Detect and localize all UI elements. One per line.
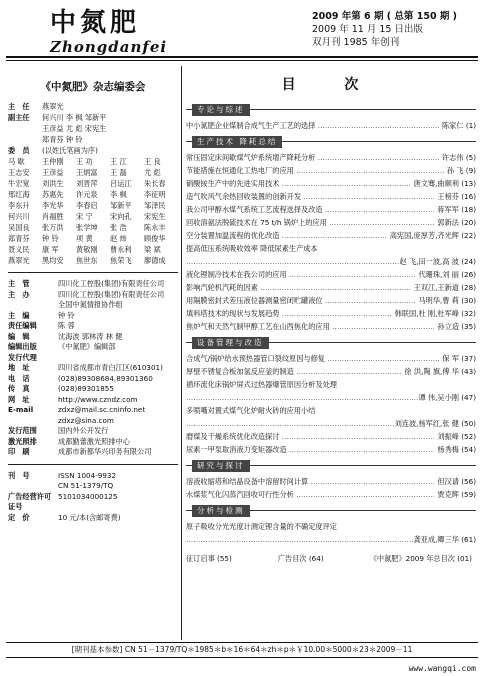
dot-leader xyxy=(186,417,395,430)
logo-english: Zhongdanfei xyxy=(50,38,168,56)
toc-item-author-line xyxy=(186,533,476,546)
member-name: 张 浩 xyxy=(110,223,127,232)
board-row xyxy=(8,101,178,112)
board-rows xyxy=(8,101,178,156)
member-name: 王彦益 xyxy=(42,168,64,177)
member-name: 宋 宁 xyxy=(76,212,93,221)
toc-item-author: 许志伟 (5) xyxy=(441,153,476,162)
board-row-names: 郑青芬 钟 铃 xyxy=(42,135,83,144)
divider xyxy=(8,272,178,273)
toc-item-author: 蒋军军 (18) xyxy=(437,205,476,214)
member-name: 宋向孔 xyxy=(110,212,132,221)
info-value: 陈 蓉 xyxy=(58,321,75,330)
section-band xyxy=(186,104,476,116)
section-heading: 设备管理与改造 xyxy=(192,337,269,349)
member-name: 廖德成 xyxy=(144,256,166,265)
toc-item-author: 王榜芬 (16) xyxy=(437,192,476,201)
member-name: 钟 铃 xyxy=(42,234,59,243)
info-row xyxy=(8,395,178,406)
toc-item-author: 王双江,王新道 (28) xyxy=(413,283,476,292)
toc-item-title: 我公司甲醇水煤气系统工艺流程选择及改造 …………………………………………………………………………………………………………………… xyxy=(186,203,434,216)
info-row xyxy=(8,426,178,437)
dot-leader xyxy=(186,533,414,546)
info-row xyxy=(8,405,178,416)
member-name: 朱长春 xyxy=(144,179,166,188)
toc-sections xyxy=(186,104,476,546)
column-divider xyxy=(181,66,182,640)
member-name: 燕翠光 xyxy=(8,256,30,265)
member-name: 张学坤 xyxy=(76,223,98,232)
dot-leader xyxy=(186,391,418,404)
info-value: zdxz@mail.sc.cninfo.net xyxy=(58,405,146,414)
info-value xyxy=(58,353,178,364)
info-value: (028)89308684,89301360 xyxy=(58,373,153,383)
toc-footer xyxy=(186,553,476,565)
toc-item-author: 杨秀梅 (54) xyxy=(437,445,476,454)
toc-item-title: 水煤浆气化闪蒸汽回收可行性分析 …………………………………………………………………………………………………………………… xyxy=(186,488,434,501)
table-of-contents xyxy=(186,66,476,565)
info-row xyxy=(8,342,178,353)
issue-info xyxy=(312,10,462,49)
toc-item-title: 硝酸铵生产中的先进实用技术 …………………………………………………………………………………………………………………… xyxy=(186,177,411,190)
toc-item-title: 空分装置加温流程的优化改造 …………………………………………………………………………………………………………………… xyxy=(186,229,387,242)
info-label: 印 刷 xyxy=(8,447,30,456)
member-name: 陈永丰 xyxy=(144,223,166,232)
toc-item-title: 厚壁不锈复合板加氢反应釜的制造 …………………………………………………………………………………………………………………… xyxy=(186,365,401,378)
watermark: www.wangqi.com xyxy=(408,664,476,673)
toc-item-title: 焦炉气和天然气制甲醇工艺在山西焦化的应用 …………………………………………………………………………………………………………………… xyxy=(186,320,434,333)
info-label: 主 管 xyxy=(8,279,30,288)
toc-item xyxy=(186,352,476,365)
toc-item xyxy=(186,488,476,501)
toc-item-author-line xyxy=(186,255,476,268)
toc-item-title: 用隔膜密封式差压液位器测量密闭贮罐液位 …………………………………………………………………………………………………………………… xyxy=(186,294,415,307)
member-name: 李征明 xyxy=(144,190,166,199)
info-row xyxy=(8,437,178,448)
toc-item-author: 马明华,曹 莉 (30) xyxy=(418,296,476,305)
codes-label xyxy=(8,481,58,492)
member-name: 王仲刚 xyxy=(42,157,64,166)
member-name: 顾俊华 xyxy=(144,234,166,243)
toc-item-author-line xyxy=(186,391,476,404)
toc-item-author: 赵 飞,田一波,高 波 (24) xyxy=(399,257,476,266)
section-heading: 生产技术 降耗总结 xyxy=(192,136,282,148)
toc-item xyxy=(186,443,476,456)
section-heading: 专论与综述 xyxy=(192,104,250,116)
info-label: 主 办 xyxy=(8,289,30,299)
codes-value: 5101034000125 xyxy=(58,491,118,501)
toc-item xyxy=(186,475,476,488)
member-name: 宋宪生 xyxy=(144,212,166,221)
info-label: 编 辑 xyxy=(8,331,30,341)
toc-item-author: 但汉请 (56) xyxy=(437,477,476,486)
toc-item-title: 多喷嘴对置式煤气化炉耐火砖的应用小结 xyxy=(186,406,316,415)
board-row-label: 委 员 xyxy=(8,146,30,155)
member-name: 马 歇 xyxy=(8,157,25,166)
member-name: 苏惠先 xyxy=(42,190,64,199)
info-label: 电 话 xyxy=(8,373,30,383)
toc-item-author: 谭 伟,吴小刚 (47) xyxy=(418,393,476,402)
codes-value: ISSN 1004-9932 xyxy=(58,470,117,480)
toc-item xyxy=(186,203,476,216)
member-name: 焦世东 xyxy=(76,256,98,265)
board-row-label: 副主任 xyxy=(8,113,30,122)
toc-item xyxy=(186,190,476,203)
logo-chinese: 中氮肥 xyxy=(50,8,141,38)
toc-item-author-line xyxy=(186,417,476,430)
toc-item-title: 合成气/锅炉给水预热器管口裂纹原因与修复 …………………………………………………………………………………………………………………… xyxy=(186,352,439,365)
toc-item xyxy=(186,177,476,190)
journal-parameters-bar: [期刊基本参数] CN 51－1379/TQ＊1985＊b＊16＊64＊zh＊p＊￥10.00＊5000＊23＊2009－11 xyxy=(6,642,478,658)
member-name: 王 磊 xyxy=(110,168,127,177)
journal-logo xyxy=(50,8,175,56)
info-value: 国内外公开发行 xyxy=(58,426,109,435)
info-row xyxy=(8,279,178,290)
member-name: 牛宏宽 xyxy=(8,179,30,188)
board-row xyxy=(8,112,178,123)
toc-item xyxy=(186,294,476,307)
info-value: (028)89301855 xyxy=(58,384,114,393)
info-row xyxy=(8,447,178,458)
toc-item xyxy=(186,268,476,281)
member-name: 吕运江 xyxy=(110,179,132,188)
header-rule xyxy=(6,56,478,58)
toc-item xyxy=(186,320,476,333)
toc-item xyxy=(186,430,476,443)
frequency: 双月刊 1985 年创刊 xyxy=(312,37,400,48)
codes-value: 10 元/本(含邮寄费) xyxy=(58,512,121,522)
member-name: 项 黄 xyxy=(76,234,93,243)
toc-item xyxy=(186,151,476,164)
member-name: 吴国良 xyxy=(8,223,30,232)
toc-item-author: 刘振峰 (52) xyxy=(437,432,476,441)
board-row-names: (以姓氏笔画为序) xyxy=(42,146,98,155)
publication-codes xyxy=(8,471,178,524)
member-name: 赵 炜 xyxy=(110,234,127,243)
member-name: 黄敬刚 xyxy=(76,245,98,254)
member-name: 邹新平 xyxy=(110,201,132,210)
toc-item-author: 高宪国,庞厚芳,齐光辉 (22) xyxy=(389,231,476,240)
board-row-label xyxy=(8,134,42,145)
info-label: 传 真 xyxy=(8,384,30,393)
info-label: 主 编 xyxy=(8,310,30,320)
info-value: 《中氮肥》编辑部 xyxy=(58,342,116,351)
member-name: 郑青芬 xyxy=(8,234,30,243)
member-name: 焦荣飞 xyxy=(110,256,132,265)
toc-item-title: 回收溶氨法脱硫技术在 75 t/h 锅炉上的应用 …………………………………………………………………………………………………………………… xyxy=(186,216,434,229)
info-label xyxy=(8,300,58,311)
info-value: 四川化工控股(集团)有限责任公司 xyxy=(58,289,165,299)
info-row xyxy=(8,374,178,385)
codes-label: 广告经营许可证号 xyxy=(8,491,52,511)
toc-item-title: 节能措施在恒通化工热电厂的应用 …………………………………………………………………………………………………………………… xyxy=(186,164,444,177)
info-row xyxy=(8,311,178,322)
info-value: 成都市新都华兴印务有限公司 xyxy=(58,447,152,456)
toc-item-author: 韩联国,杜 刚,杜军峰 (32) xyxy=(394,309,476,318)
codes-row xyxy=(8,471,178,482)
member-name: 邢红海 xyxy=(8,190,30,199)
member-name: 王 良 xyxy=(144,157,161,166)
member-name: 曹永利 xyxy=(110,245,132,254)
toc-item-author: 龚亚成,卿三华 (61) xyxy=(413,535,476,544)
info-row xyxy=(8,363,178,374)
info-value: 钟 铃 xyxy=(58,310,75,320)
member-name: 康 军 xyxy=(42,245,59,254)
toc-footer-link: 广告目次 (64) xyxy=(277,554,324,563)
codes-row xyxy=(8,513,178,524)
board-row xyxy=(8,134,178,145)
toc-item xyxy=(186,281,476,294)
board-row-label xyxy=(8,123,42,134)
member-name: 邹泽民 xyxy=(144,201,166,210)
member-name: 肖福胜 xyxy=(42,212,64,221)
member-name: 王 功 xyxy=(76,157,93,166)
board-row-names: 王彦益 尤 彪 宋宪生 xyxy=(42,124,107,133)
toc-item-title: 提高低压系统吸收效率 降低尿素生产成本 xyxy=(186,244,318,253)
publish-date: 2009 年 11 月 15 日出版 xyxy=(312,24,423,35)
board-row-label: 主 任 xyxy=(8,102,30,111)
toc-item-title: 尿素一甲泵取消液力变矩器改造 …………………………………………………………………………………………………………………… xyxy=(186,443,434,456)
member-name: 李东升 xyxy=(8,201,30,210)
info-row xyxy=(8,384,178,395)
toc-item-author: 陈家仁 (1) xyxy=(441,121,476,130)
info-value: 四川化工控股(集团)有限责任公司 xyxy=(58,279,165,288)
info-row xyxy=(8,353,178,364)
info-value: 全国中氮情报协作组 xyxy=(58,300,123,309)
codes-row xyxy=(8,481,178,492)
board-row xyxy=(8,123,178,134)
member-name: 黑均安 xyxy=(42,256,64,265)
member-name: 刘洪生 xyxy=(42,179,64,188)
info-label: 责任编辑 xyxy=(8,321,37,330)
toc-item xyxy=(186,229,476,242)
toc-item-title: 原子吸收分光光度计测定锂含量的不确定度评定 xyxy=(186,522,337,531)
toc-footer-link: 征订启事 (55) xyxy=(186,554,232,563)
member-name: 何兴川 xyxy=(8,212,30,221)
toc-item-title: 填料塔技术的现状与发展趋势 …………………………………………………………………………………………………………………… xyxy=(186,307,392,320)
info-row xyxy=(8,332,178,343)
toc-item-author: 孙 飞 (9) xyxy=(446,166,476,175)
header-rule-thin xyxy=(6,60,478,61)
member-name: 许元泉 xyxy=(76,190,98,199)
toc-item-author: 代珊珠,刘 丽 (26) xyxy=(418,270,476,279)
info-value: zdxz@sina.com xyxy=(58,415,114,425)
toc-item-title: 造气吹风气余热回收装置的创新开发 …………………………………………………………………………………………………………………… xyxy=(186,190,434,203)
section-band xyxy=(186,337,476,349)
info-value: 沈海波 郭林涛 林 健 xyxy=(58,331,123,341)
member-name: 王炳富 xyxy=(76,168,98,177)
publication-info xyxy=(8,279,178,458)
info-row xyxy=(8,321,178,332)
toc-item xyxy=(186,164,476,177)
toc-item-title: 中小氮肥企业煤制合成气生产工艺的选择 …………………………………………………………………………………………………………………… xyxy=(186,119,439,132)
section-band xyxy=(186,505,476,517)
codes-value: CN 51-1379/TQ xyxy=(58,481,114,490)
toc-item-author: 郭新法 (20) xyxy=(437,218,476,227)
info-label: 发行代理 xyxy=(8,352,37,362)
info-label: 激光照排 xyxy=(8,436,37,446)
toc-item-title: 影响汽轮机汽耗的因素 …………………………………………………………………………………………………………………… xyxy=(186,281,411,294)
board-row-names: 燕翠光 xyxy=(42,102,64,111)
toc-footer-link: 《中氮肥》2009 年总目次 (01) xyxy=(369,554,472,563)
board-row xyxy=(8,145,178,156)
info-row xyxy=(8,290,178,301)
toc-item-title: 循环流化床锅炉屏式过热器爆管原因分析及处理 xyxy=(186,380,337,389)
toc-item-author: 徐 洪,陶 旗,傅 华 (43) xyxy=(404,367,476,376)
codes-row xyxy=(8,492,178,513)
member-name: 张万洪 xyxy=(42,223,64,232)
codes-label: 定 价 xyxy=(8,512,30,522)
toc-item xyxy=(186,307,476,320)
toc-title: 目 次 xyxy=(281,77,381,93)
info-label: 发行范围 xyxy=(8,426,37,435)
section-heading: 分析与检测 xyxy=(192,505,250,517)
member-name: 聂义民 xyxy=(8,245,30,254)
toc-item-author: 贾克辉 (59) xyxy=(437,490,476,499)
member-name: 李 枫 xyxy=(110,190,127,199)
toc-item-author: 保 军 (37) xyxy=(442,354,476,363)
info-label xyxy=(8,416,58,427)
info-row xyxy=(8,300,178,311)
toc-item-title: 液化锂制冷技术在我公司的应用 …………………………………………………………………………………………………………………… xyxy=(186,268,415,281)
member-name: 李光华 xyxy=(42,201,64,210)
divider xyxy=(8,464,178,465)
section-band xyxy=(186,460,476,472)
masthead-column xyxy=(8,82,178,523)
member-name: 王 江 xyxy=(110,157,127,166)
info-label: 网 址 xyxy=(8,394,30,404)
section-heading: 研究与探讨 xyxy=(192,460,250,472)
info-label: 编辑出版 xyxy=(8,342,37,351)
info-label: E-mail xyxy=(8,405,34,414)
info-value: 四川省成都市青白江区(610301) xyxy=(58,363,163,372)
member-name: 王志安 xyxy=(8,168,30,177)
member-name: 李春启 xyxy=(76,201,98,210)
member-name: 梁 斌 xyxy=(144,245,161,254)
toc-item-author: 唐文骞,曲顺利 (13) xyxy=(413,179,476,188)
toc-item xyxy=(186,119,476,132)
info-row xyxy=(8,416,178,427)
toc-item-title: 磨煤及干燥系统优化改造探讨 …………………………………………………………………………………………………………………… xyxy=(186,430,434,443)
toc-item-title: 常压固定床间歇煤气炉系统增产降耗分析 …………………………………………………………………………………………………………………… xyxy=(186,151,439,164)
toc-item-author: 孙立造 (35) xyxy=(437,322,476,331)
section-band xyxy=(186,136,476,148)
info-value: 成都勤蕾激光照排中心 xyxy=(58,436,130,446)
info-value: http://www.czndz.com xyxy=(58,394,138,404)
toc-item-title: 溶液收缩塔和结晶设备中溶留时间计算 …………………………………………………………………………………………………………………… xyxy=(186,475,434,488)
toc-item-author: 刘连波,杨军红,张 健 (50) xyxy=(394,419,476,428)
toc-item xyxy=(186,216,476,229)
member-name: 尤 彪 xyxy=(144,168,161,177)
toc-item xyxy=(186,365,476,378)
issue-number: 2009 年第 6 期 ( 总第 150 期 ) xyxy=(312,11,458,22)
member-list xyxy=(8,156,178,266)
dot-leader xyxy=(186,255,400,268)
member-name: 刘晋萍 xyxy=(76,179,98,188)
info-label: 地 址 xyxy=(8,363,30,372)
board-title: 《中氮肥》杂志编委会 xyxy=(40,81,146,93)
codes-label: 刊 号 xyxy=(8,470,30,480)
board-row-names: 何兴川 李 枫 邹新平 xyxy=(42,113,107,122)
